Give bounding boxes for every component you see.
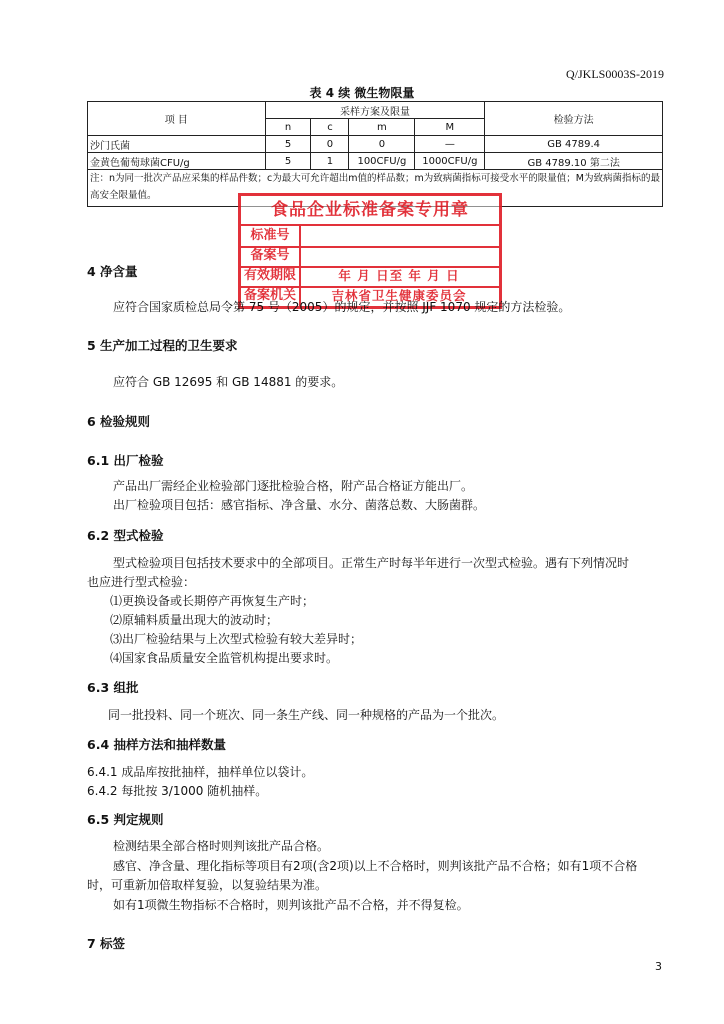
section-5-heading: 5 生产加工过程的卫生要求 (87, 338, 238, 353)
list-item: ⑵原辅料质量出现大的波动时； (110, 613, 279, 627)
paragraph: 同一批投料、同一个班次、同一条生产线、同一种规格的产品为一个批次。 (108, 708, 505, 722)
paragraph: 6.4.1 成品库按批抽样，抽样单位以袋计。 (87, 765, 314, 779)
table-row (88, 153, 663, 170)
page-number: 3 (655, 960, 662, 973)
stamp-row-validity (241, 266, 499, 288)
stamp-label: 标准号 (241, 226, 301, 246)
paragraph: 也应进行型式检验： (87, 575, 196, 589)
stamp-validity: 年 月 日至 年 月 日 (338, 268, 460, 283)
table-head-M: M (415, 119, 485, 136)
row-m: 0 (349, 136, 415, 153)
row-m: 100CFU/g (349, 153, 415, 170)
list-item: ⑴更换设备或长期停产再恢复生产时； (110, 594, 315, 608)
paragraph: 出厂检验项目包括：感官指标、净含量、水分、菌落总数、大肠菌群。 (113, 498, 486, 512)
paragraph: 型式检验项目包括技术要求中的全部项目。正常生产时每半年进行一次型式检验。遇有下列情况时 (113, 556, 630, 570)
section-4-heading: 4 净含量 (87, 264, 138, 279)
stamp-row-standard (241, 226, 499, 248)
row-name: 沙门氏菌 (88, 136, 266, 153)
section-6-4-heading: 6.4 抽样方法和抽样数量 (87, 737, 226, 752)
list-item: ⑷国家食品质量安全监管机构提出要求时。 (110, 651, 339, 665)
table-note: 注：n为同一批次产品应采集的样品件数；c为最大可允许超出m值的样品数；m为致病菌指标可接受水平的限量值；M为致病菌指标的最高安全限量值。 (88, 170, 663, 207)
row-name: 金黄色葡萄球菌CFU/g (88, 153, 266, 170)
table-head-item: 项 目 (88, 102, 266, 136)
section-6-3-heading: 6.3 组批 (87, 680, 139, 695)
stamp-row-filing (241, 246, 499, 268)
table-head-method: 检验方法 (485, 102, 663, 136)
document-id: Q/JKLS0003S-2019 (565, 67, 664, 81)
section-6-5-heading: 6.5 判定规则 (87, 812, 164, 827)
table-row (88, 136, 663, 153)
row-n: 5 (265, 153, 311, 170)
stamp-authority: 吉林省卫生健康委员会 (331, 288, 467, 303)
row-method: GB 4789.4 (485, 136, 663, 153)
microbe-limit-table (87, 101, 663, 207)
row-M: — (415, 136, 485, 153)
row-c: 0 (311, 136, 349, 153)
paragraph: 6.4.2 每批按 3/1000 随机抽样。 (87, 784, 268, 798)
stamp-label: 有效期限 (241, 266, 301, 286)
table-title: 表 4 续 微生物限量 (309, 86, 415, 100)
section-5-text: 应符合 GB 12695 和 GB 14881 的要求。 (113, 375, 344, 389)
paragraph: 检测结果全部合格时则判该批产品合格。 (113, 839, 330, 853)
stamp-label: 备案机关 (241, 286, 301, 306)
list-item: ⑶出厂检验结果与上次型式检验有较大差异时； (110, 632, 363, 646)
section-6-2-heading: 6.2 型式检验 (87, 528, 164, 543)
stamp-title: 食品企业标准备案专用章 (241, 196, 499, 226)
table-head-m: m (349, 119, 415, 136)
section-4-text: 应符合国家质检总局令第 75 号（2005）的规定，并按照 JJF 1070 规定的方法检验。 (113, 300, 571, 314)
section-6-heading: 6 检验规则 (87, 414, 151, 429)
paragraph: 时，可重新加倍取样复验，以复验结果为准。 (87, 878, 328, 892)
section-7-heading: 7 标签 (87, 936, 126, 951)
table-head-plan: 采样方案及限量 (265, 102, 485, 119)
paragraph: 感官、净含量、理化指标等项目有2项(含2项)以上不合格时，则判该批产品不合格；如有1项不合格 (113, 859, 638, 873)
stamp-label: 备案号 (241, 246, 301, 266)
table-head-c: c (311, 119, 349, 136)
paragraph: 产品出厂需经企业检验部门逐批检验合格，附产品合格证方能出厂。 (113, 479, 474, 493)
row-method: GB 4789.10 第二法 (485, 153, 663, 170)
row-c: 1 (311, 153, 349, 170)
table-head-n: n (265, 119, 311, 136)
paragraph: 如有1项微生物指标不合格时，则判该批产品不合格，并不得复检。 (113, 898, 469, 912)
row-n: 5 (265, 136, 311, 153)
section-6-1-heading: 6.1 出厂检验 (87, 453, 164, 468)
filing-stamp (238, 193, 502, 309)
row-M: 1000CFU/g (415, 153, 485, 170)
